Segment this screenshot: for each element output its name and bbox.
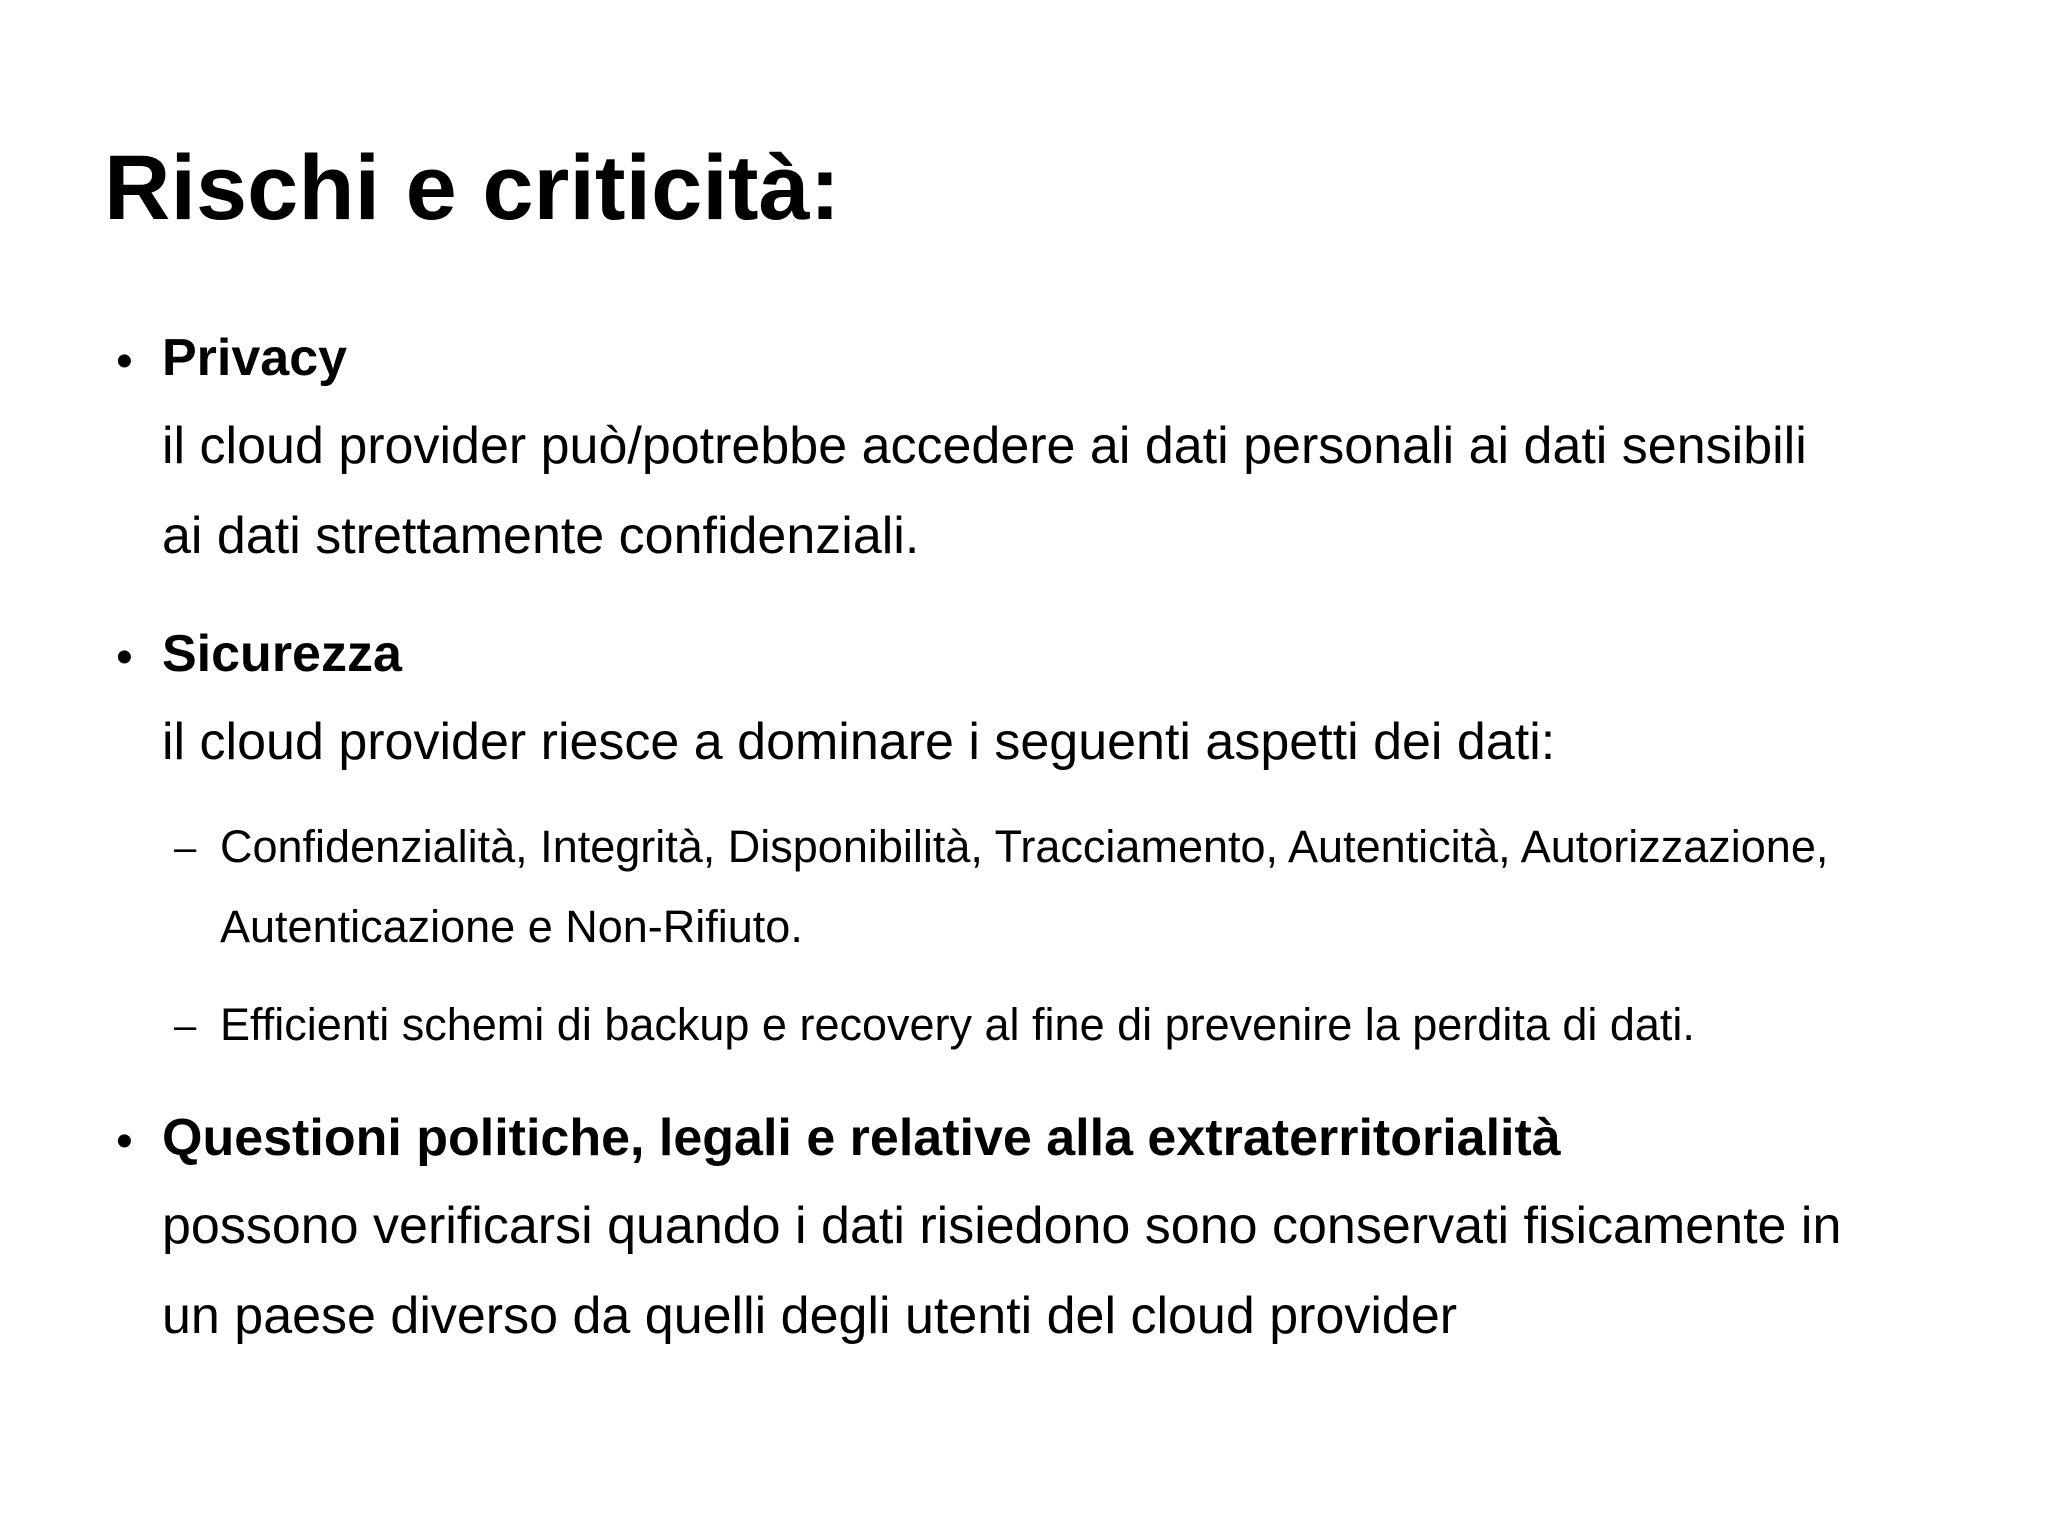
sicurezza-heading: Sicurezza <box>162 625 402 683</box>
sicurezza-sub-1-line-2: Autenticazione e Non-Rifiuto. <box>220 901 803 952</box>
sicurezza-sub-1-line-1: Confidenzialità, Integrità, Disponibilità, Tracciamento, Autenticità, Autorizzazione, <box>220 821 1829 872</box>
dash-icon: – <box>174 1004 197 1048</box>
bullet-icon: • <box>116 335 133 388</box>
privacy-heading: Privacy <box>162 329 348 387</box>
bullet-icon: • <box>116 1115 133 1168</box>
questioni-heading: Questioni politiche, legali e relative alla extraterritorialità <box>162 1109 1561 1167</box>
bullet-icon: • <box>116 631 133 684</box>
privacy-text-line-2: ai dati strettamente confidenziali. <box>162 507 920 565</box>
sicurezza-text-line-1: il cloud provider riesce a dominare i seguenti aspetti dei dati: <box>162 713 1556 771</box>
sicurezza-sub-2-line-1: Efficienti schemi di backup e recovery al fine di prevenire la perdita di dati. <box>220 999 1695 1050</box>
dash-icon: – <box>174 826 197 870</box>
questioni-text-line-1: possono verificarsi quando i dati risiedono sono conservati fisicamente in <box>162 1197 1842 1255</box>
privacy-text-line-1: il cloud provider può/potrebbe accedere ai dati personali ai dati sensibili <box>162 417 1807 475</box>
questioni-text-line-2: un paese diverso da quelli degli utenti del cloud provider <box>162 1287 1458 1345</box>
slide-title: Rischi e criticità: <box>104 137 841 239</box>
